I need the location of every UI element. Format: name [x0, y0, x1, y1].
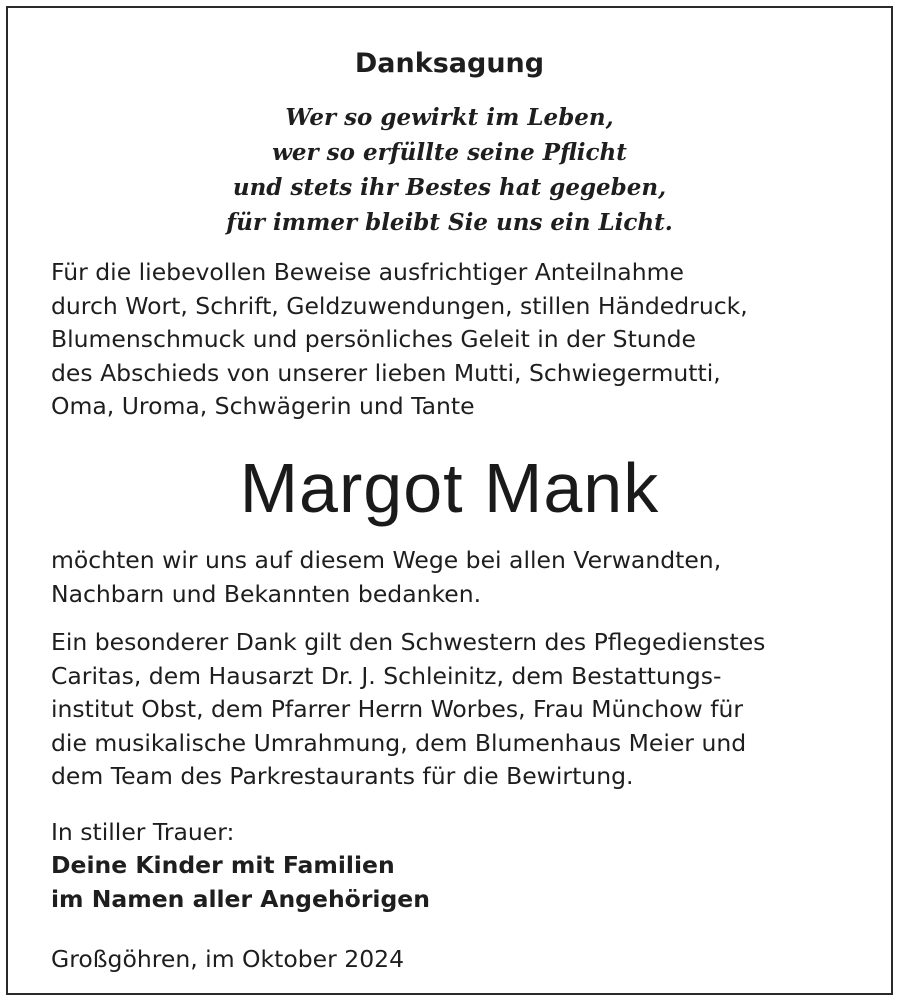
special-thanks-line: Caritas, dem Hausarzt Dr. J. Schleinitz, dem Bestattungs-	[51, 661, 722, 690]
special-thanks-line: Ein besonderer Dank gilt den Schwestern des Pflegedienstes	[51, 628, 766, 656]
special-thanks-line: dem Team des Parkrestaurants für die Bewirtung.	[51, 762, 634, 791]
closing-intro: In stiller Trauer:	[51, 818, 235, 846]
intro-line: des Abschieds von unserer lieben Mutti, Schwiegermutti,	[51, 358, 721, 387]
intro-line: Blumenschmuck und persönliches Geleit in der Stunde	[51, 325, 696, 354]
intro-line: durch Wort, Schrift, Geldzuwendungen, stillen Händedruck,	[51, 291, 748, 320]
poem-line: wer so erfüllte seine Pflicht	[272, 139, 627, 166]
special-thanks-paragraph	[51, 626, 861, 794]
intro-line: Für die liebevollen Beweise ausfrichtiger Anteilnahme	[51, 258, 684, 286]
notice-heading: Danksagung	[354, 48, 545, 79]
poem-line: für immer bleibt Sie uns ein Licht.	[226, 209, 673, 236]
intro-paragraph	[51, 256, 861, 424]
poem-line: Wer so gewirkt im Leben,	[285, 104, 614, 131]
poem-line: und stets ihr Bestes hat gegeben,	[232, 174, 667, 201]
thanks-line: möchten wir uns auf diesem Wege bei allen Verwandten,	[51, 546, 722, 574]
intro-line: Oma, Uroma, Schwägerin und Tante	[51, 392, 475, 421]
thanks-paragraph	[51, 544, 861, 611]
special-thanks-line: institut Obst, dem Pfarrer Herrn Worbes, Frau Münchow für	[51, 695, 744, 724]
memorial-poem	[8, 100, 891, 240]
signer-line: im Namen aller Angehörigen	[51, 885, 430, 913]
special-thanks-line: die musikalische Umrahmung, dem Blumenhaus Meier und	[51, 728, 747, 757]
signer-line: Deine Kinder mit Familien	[51, 851, 395, 879]
obituary-notice	[6, 6, 893, 995]
signers	[51, 848, 430, 916]
thanks-line: Nachbarn und Bekannten bedanken.	[51, 579, 482, 608]
deceased-name: Margot Mank	[239, 449, 660, 527]
place-date: Großgöhren, im Oktober 2024	[51, 945, 405, 973]
